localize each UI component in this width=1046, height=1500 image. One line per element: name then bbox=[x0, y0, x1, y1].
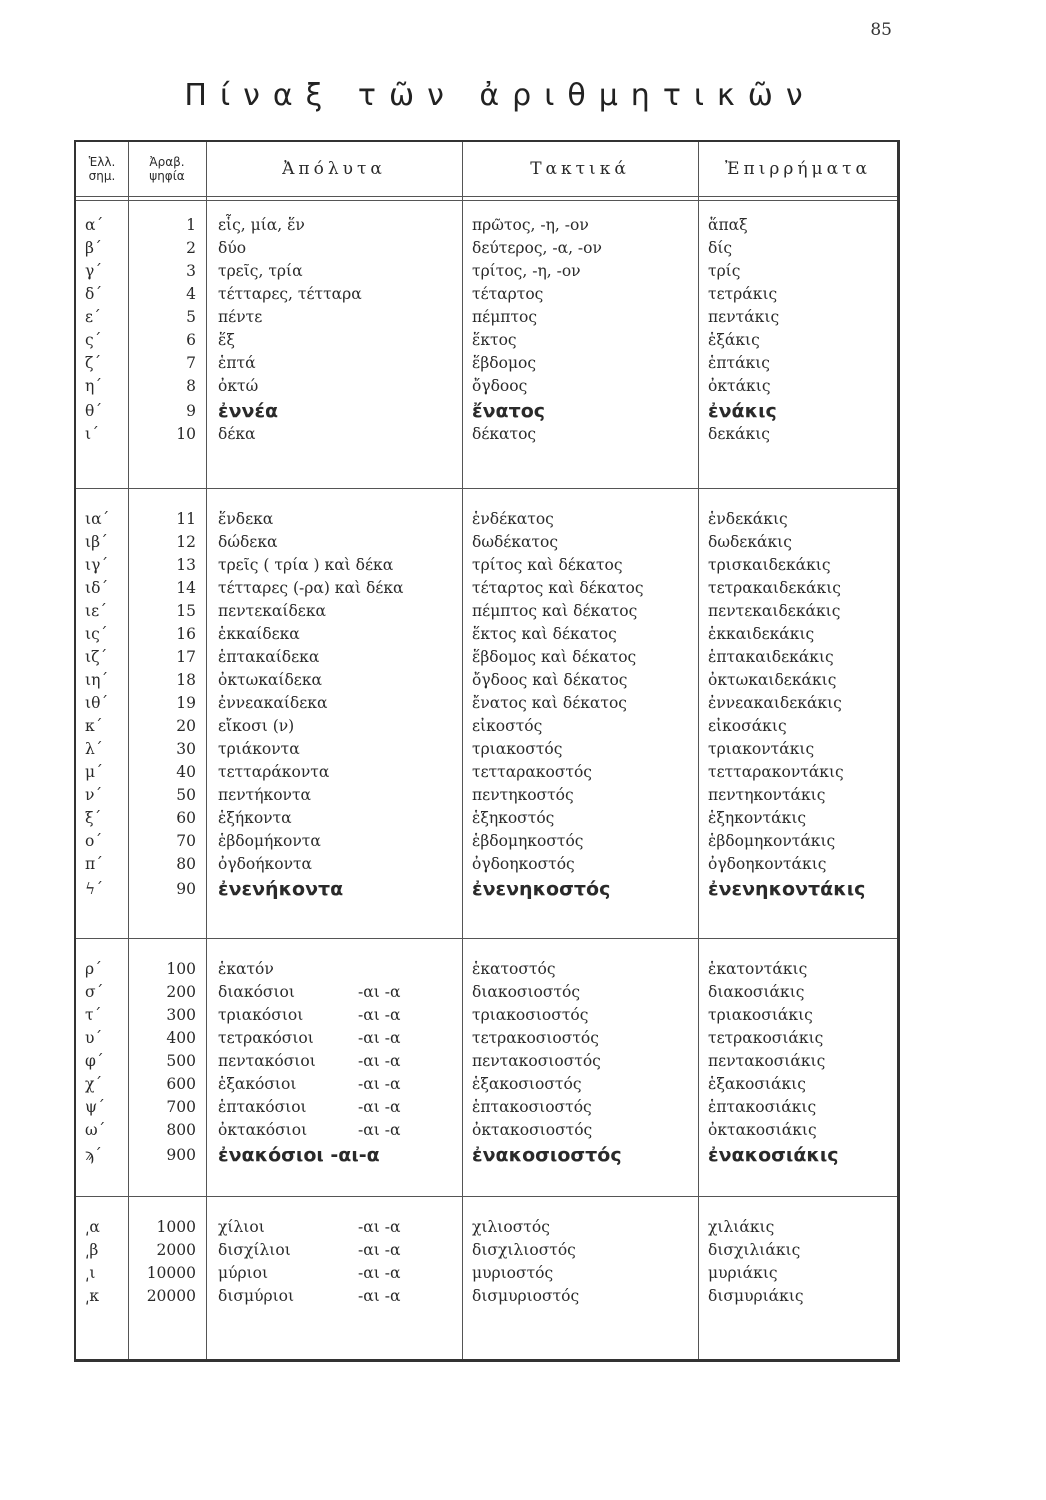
table-row bbox=[76, 1216, 898, 1239]
adverb-cell: ἑξηκοντάκις bbox=[708, 809, 807, 827]
ordinal-cell: μυριοστός bbox=[472, 1264, 554, 1282]
table-row bbox=[76, 423, 898, 446]
ordinal-cell: διακοσιοστός bbox=[472, 983, 581, 1001]
adverb-cell: τρίς bbox=[708, 262, 741, 280]
cardinal-cell: πεντήκοντα bbox=[218, 786, 311, 804]
ordinal-cell: τρίτος καὶ δέκατος bbox=[472, 556, 623, 574]
ordinal-cell: τρίτος, -η, -ον bbox=[472, 262, 581, 280]
adverb-cell: πεντεκαιδεκάκις bbox=[708, 602, 841, 620]
cardinal-suffix-cell: -αι -α bbox=[358, 1029, 401, 1047]
ordinal-cell: ἑκατοστός bbox=[472, 960, 556, 978]
arabic-numeral-cell: 18 bbox=[176, 671, 196, 689]
greek-numeral-cell: σ΄ bbox=[85, 983, 104, 1001]
ordinal-cell: εἰκοστός bbox=[472, 717, 543, 735]
table-row bbox=[76, 876, 898, 902]
arabic-numeral-cell: 800 bbox=[166, 1121, 196, 1139]
greek-numeral-cell: ιγ΄ bbox=[85, 556, 109, 574]
adverb-cell: ὀκτακοσιάκις bbox=[708, 1121, 817, 1139]
adverb-cell: ἑπτακαιδεκάκις bbox=[708, 648, 834, 666]
cardinal-cell: ὀκτώ bbox=[218, 377, 259, 395]
table-row bbox=[76, 398, 898, 424]
table-row bbox=[76, 531, 898, 554]
greek-numeral-cell: ͵ι bbox=[85, 1264, 96, 1282]
greek-numeral-cell: ͵β bbox=[85, 1241, 99, 1259]
ordinal-cell: ἑπτακοσιοστός bbox=[472, 1098, 592, 1116]
table-row bbox=[76, 554, 898, 577]
greek-numeral-cell: α΄ bbox=[85, 216, 104, 234]
adverb-cell: ἐννεακαιδεκάκις bbox=[708, 694, 842, 712]
greek-numeral-cell: λ΄ bbox=[85, 740, 103, 758]
adverb-cell: διακοσιάκις bbox=[708, 983, 805, 1001]
cardinal-cell: τρεῖς ( τρία ) καὶ δέκα bbox=[218, 556, 394, 574]
greek-numeral-cell: ιη΄ bbox=[85, 671, 109, 689]
header-arabic-digits-line1: Ἀραβ. bbox=[149, 155, 185, 169]
arabic-numeral-cell: 200 bbox=[166, 983, 196, 1001]
ordinal-cell: ἕβδομος καὶ δέκατος bbox=[472, 648, 637, 666]
cardinal-cell: ὀκτωκαίδεκα bbox=[218, 671, 322, 689]
table-row bbox=[76, 738, 898, 761]
adverb-cell: πεντακοσιάκις bbox=[708, 1052, 826, 1070]
arabic-numeral-cell: 2000 bbox=[156, 1241, 196, 1259]
adverb-cell: ἐνενηκοντάκις bbox=[708, 878, 866, 900]
cardinal-suffix-cell: -αι -α bbox=[358, 1264, 401, 1282]
arabic-numeral-cell: 100 bbox=[166, 960, 196, 978]
ordinal-cell: πεντηκοστός bbox=[472, 786, 574, 804]
cardinal-suffix-cell: -αι -α bbox=[358, 1006, 401, 1024]
table-row bbox=[76, 646, 898, 669]
table-row bbox=[76, 692, 898, 715]
greek-numeral-cell: ε΄ bbox=[85, 308, 101, 326]
table-row bbox=[76, 375, 898, 398]
arabic-numeral-cell: 6 bbox=[186, 331, 196, 349]
arabic-numeral-cell: 50 bbox=[176, 786, 196, 804]
cardinal-cell: ἑβδομήκοντα bbox=[218, 832, 321, 850]
greek-numeral-cell: ιθ΄ bbox=[85, 694, 109, 712]
arabic-numeral-cell: 4 bbox=[186, 285, 196, 303]
table-row bbox=[76, 1050, 898, 1073]
cardinal-cell: διακόσιοι bbox=[218, 983, 295, 1001]
table-row bbox=[76, 1004, 898, 1027]
ordinal-cell: τέταρτος bbox=[472, 285, 544, 303]
adverb-cell: δισχιλιάκις bbox=[708, 1241, 801, 1259]
header-rule bbox=[76, 200, 897, 201]
arabic-numeral-cell: 11 bbox=[176, 510, 196, 528]
cardinal-cell: εἷς, μία, ἕν bbox=[218, 216, 305, 234]
arabic-numeral-cell: 10 bbox=[176, 425, 196, 443]
table-row bbox=[76, 237, 898, 260]
arabic-numeral-cell: 600 bbox=[166, 1075, 196, 1093]
cardinal-cell: δώδεκα bbox=[218, 533, 278, 551]
table-row bbox=[76, 329, 898, 352]
cardinal-cell: δύο bbox=[218, 239, 247, 257]
cardinal-suffix-cell: -αι -α bbox=[358, 1052, 401, 1070]
ordinal-cell: δεύτερος, -α, -ον bbox=[472, 239, 602, 257]
arabic-numeral-cell: 900 bbox=[166, 1146, 196, 1164]
ordinal-cell: πρῶτος, -η, -ον bbox=[472, 216, 589, 234]
table-row bbox=[76, 830, 898, 853]
table-row bbox=[76, 623, 898, 646]
header-greek-sign-line2: σημ. bbox=[88, 169, 116, 183]
table-row bbox=[76, 352, 898, 375]
table-row bbox=[76, 1239, 898, 1262]
cardinal-suffix-cell: -αι -α bbox=[358, 1075, 401, 1093]
cardinal-cell: ἑπτακαίδεκα bbox=[218, 648, 320, 666]
cardinal-suffix-cell: -αι -α bbox=[358, 983, 401, 1001]
cardinal-cell: πέντε bbox=[218, 308, 263, 326]
greek-numeral-cell: β΄ bbox=[85, 239, 102, 257]
adverb-cell: δίς bbox=[708, 239, 733, 257]
cardinal-suffix-cell: -αι -α bbox=[358, 1218, 401, 1236]
cardinal-cell: ἑκκαίδεκα bbox=[218, 625, 300, 643]
greek-numeral-cell: ζ΄ bbox=[85, 354, 102, 372]
greek-numeral-cell: κ΄ bbox=[85, 717, 103, 735]
header-cardinals: Ἀπόλυτα bbox=[282, 159, 386, 179]
arabic-numeral-cell: 8 bbox=[186, 377, 196, 395]
arabic-numeral-cell: 7 bbox=[186, 354, 196, 372]
cardinal-suffix-cell: -αι -α bbox=[358, 1098, 401, 1116]
greek-numeral-cell: ψ΄ bbox=[85, 1098, 105, 1116]
table-row bbox=[76, 508, 898, 531]
ordinal-cell: πεντακοσιοστός bbox=[472, 1052, 601, 1070]
arabic-numeral-cell: 10000 bbox=[146, 1264, 196, 1282]
arabic-numeral-cell: 20000 bbox=[146, 1287, 196, 1305]
group-rule bbox=[76, 1196, 897, 1197]
greek-numeral-cell: ιβ΄ bbox=[85, 533, 108, 551]
table-row bbox=[76, 600, 898, 623]
cardinal-suffix-cell: -αι -α bbox=[358, 1241, 401, 1259]
ordinal-cell: ἑξακοσιοστός bbox=[472, 1075, 582, 1093]
adverb-cell: ἅπαξ bbox=[708, 216, 748, 234]
page-title: Πίναξ τῶν ἀριθμητικῶν bbox=[184, 78, 816, 113]
cardinal-cell: τετρακόσιοι bbox=[218, 1029, 314, 1047]
arabic-numeral-cell: 13 bbox=[176, 556, 196, 574]
greek-numeral-cell: φ΄ bbox=[85, 1052, 104, 1070]
ordinal-cell: ὀγδοηκοστός bbox=[472, 855, 575, 873]
arabic-numeral-cell: 40 bbox=[176, 763, 196, 781]
cardinal-cell: ἑξήκοντα bbox=[218, 809, 292, 827]
ordinal-cell: ἔνατος καὶ δέκατος bbox=[472, 694, 627, 712]
adverb-cell: ἐνάκις bbox=[708, 400, 777, 422]
ordinal-cell: δωδέκατος bbox=[472, 533, 559, 551]
adverb-cell: ὀγδοηκοντάκις bbox=[708, 855, 827, 873]
adverb-cell: τετταρακοντάκις bbox=[708, 763, 844, 781]
header-greek-sign bbox=[76, 142, 128, 196]
adverb-cell: ἑνδεκάκις bbox=[708, 510, 788, 528]
cardinal-cell: εἴκοσι (ν) bbox=[218, 717, 295, 735]
arabic-numeral-cell: 70 bbox=[176, 832, 196, 850]
table-row bbox=[76, 214, 898, 237]
ordinal-cell: πέμπτος καὶ δέκατος bbox=[472, 602, 638, 620]
table-row bbox=[76, 981, 898, 1004]
greek-numeral-cell: υ΄ bbox=[85, 1029, 103, 1047]
greek-numeral-cell: ς΄ bbox=[85, 331, 102, 349]
adverb-cell: τετρακοσιάκις bbox=[708, 1029, 824, 1047]
adverb-cell: ἑβδομηκοντάκις bbox=[708, 832, 836, 850]
arabic-numeral-cell: 300 bbox=[166, 1006, 196, 1024]
cardinal-cell: πεντακόσιοι bbox=[218, 1052, 316, 1070]
greek-numeral-cell: π΄ bbox=[85, 855, 103, 873]
arabic-numeral-cell: 80 bbox=[176, 855, 196, 873]
ordinal-cell: χιλιοστός bbox=[472, 1218, 550, 1236]
ordinal-cell: ὄγδοος bbox=[472, 377, 528, 395]
cardinal-cell: δισμύριοι bbox=[218, 1287, 295, 1305]
greek-numeral-cell: ω΄ bbox=[85, 1121, 106, 1139]
arabic-numeral-cell: 1 bbox=[186, 216, 196, 234]
arabic-numeral-cell: 15 bbox=[176, 602, 196, 620]
arabic-numeral-cell: 5 bbox=[186, 308, 196, 326]
arabic-numeral-cell: 400 bbox=[166, 1029, 196, 1047]
cardinal-cell: τέτταρες, τέτταρα bbox=[218, 285, 362, 303]
ordinal-cell: ἕβδομος bbox=[472, 354, 537, 372]
greek-numeral-cell: χ΄ bbox=[85, 1075, 103, 1093]
header-arabic-digits bbox=[128, 142, 206, 196]
arabic-numeral-cell: 3 bbox=[186, 262, 196, 280]
ordinal-cell: δέκατος bbox=[472, 425, 537, 443]
adverb-cell: εἰκοσάκις bbox=[708, 717, 787, 735]
arabic-numeral-cell: 9 bbox=[186, 402, 196, 420]
cardinal-cell: τέτταρες (-ρα) καὶ δέκα bbox=[218, 579, 404, 597]
ordinal-cell: πέμπτος bbox=[472, 308, 538, 326]
ordinal-cell: ἐνακοσιοστός bbox=[472, 1144, 622, 1166]
greek-numeral-cell: θ΄ bbox=[85, 402, 103, 420]
cardinal-cell: τριακόσιοι bbox=[218, 1006, 304, 1024]
table-row bbox=[76, 958, 898, 981]
ordinal-cell: τριακοσιοστός bbox=[472, 1006, 589, 1024]
greek-numeral-cell: ιζ΄ bbox=[85, 648, 108, 666]
header-ordinals: Τακτικά bbox=[530, 159, 630, 179]
greek-numeral-cell: ϡ΄ bbox=[85, 1146, 102, 1164]
table-row bbox=[76, 1142, 898, 1168]
ordinal-cell: τετρακοσιοστός bbox=[472, 1029, 599, 1047]
greek-numeral-cell: γ΄ bbox=[85, 262, 103, 280]
ordinal-cell: ἕκτος καὶ δέκατος bbox=[472, 625, 617, 643]
greek-numeral-cell: ια΄ bbox=[85, 510, 110, 528]
cardinal-suffix-cell: -αι -α bbox=[358, 1121, 401, 1139]
arabic-numeral-cell: 1000 bbox=[156, 1218, 196, 1236]
adverb-cell: τριακοσιάκις bbox=[708, 1006, 813, 1024]
ordinal-cell: ἑνδέκατος bbox=[472, 510, 554, 528]
greek-numeral-cell: ο΄ bbox=[85, 832, 103, 850]
header-arabic-digits-line2: ψηφία bbox=[149, 169, 185, 183]
cardinal-cell: τριάκοντα bbox=[218, 740, 300, 758]
table-row bbox=[76, 283, 898, 306]
adverb-cell: δισμυριάκις bbox=[708, 1287, 804, 1305]
greek-numeral-cell: ξ΄ bbox=[85, 809, 102, 827]
table-row bbox=[76, 260, 898, 283]
table-row bbox=[76, 761, 898, 784]
adverb-cell: ἑπτάκις bbox=[708, 354, 770, 372]
ordinal-cell: δισχιλιοστός bbox=[472, 1241, 576, 1259]
table-row bbox=[76, 306, 898, 329]
ordinal-cell: ἑβδομηκοστός bbox=[472, 832, 584, 850]
ordinal-cell: ὀκτακοσιοστός bbox=[472, 1121, 593, 1139]
arabic-numeral-cell: 700 bbox=[166, 1098, 196, 1116]
arabic-numeral-cell: 90 bbox=[176, 880, 196, 898]
greek-numeral-cell: μ΄ bbox=[85, 763, 103, 781]
table-row bbox=[76, 1119, 898, 1142]
cardinal-cell: ἐνενήκοντα bbox=[218, 878, 344, 900]
greek-numeral-cell: ͵κ bbox=[85, 1287, 100, 1305]
table-row bbox=[76, 715, 898, 738]
adverb-cell: ὀκτωκαιδεκάκις bbox=[708, 671, 837, 689]
greek-numeral-cell: ν΄ bbox=[85, 786, 103, 804]
greek-numeral-cell: ιδ΄ bbox=[85, 579, 109, 597]
table-row bbox=[76, 807, 898, 830]
arabic-numeral-cell: 12 bbox=[176, 533, 196, 551]
numerals-table bbox=[74, 140, 900, 1362]
arabic-numeral-cell: 500 bbox=[166, 1052, 196, 1070]
greek-numeral-cell: ις΄ bbox=[85, 625, 108, 643]
adverb-cell: ἑξάκις bbox=[708, 331, 760, 349]
cardinal-cell: ἐνακόσιοι -αι-α bbox=[218, 1144, 380, 1166]
greek-numeral-cell: τ΄ bbox=[85, 1006, 102, 1024]
ordinal-cell: ἕκτος bbox=[472, 331, 517, 349]
adverb-cell: ἐνακοσιάκις bbox=[708, 1144, 839, 1166]
cardinal-cell: τετταράκοντα bbox=[218, 763, 330, 781]
table-row bbox=[76, 1073, 898, 1096]
adverb-cell: πεντηκοντάκις bbox=[708, 786, 826, 804]
ordinal-cell: τέταρτος καὶ δέκατος bbox=[472, 579, 644, 597]
table-row bbox=[76, 1285, 898, 1308]
greek-numeral-cell: ρ΄ bbox=[85, 960, 102, 978]
cardinal-cell: ἕνδεκα bbox=[218, 510, 274, 528]
greek-numeral-cell: η΄ bbox=[85, 377, 103, 395]
cardinal-cell: ἑπτά bbox=[218, 354, 256, 372]
cardinal-cell: τρεῖς, τρία bbox=[218, 262, 303, 280]
adverb-cell: ἑξακοσιάκις bbox=[708, 1075, 806, 1093]
header-greek-sign-line1: Ἑλλ. bbox=[88, 155, 116, 169]
cardinal-cell: πεντεκαίδεκα bbox=[218, 602, 326, 620]
arabic-numeral-cell: 30 bbox=[176, 740, 196, 758]
ordinal-cell: δισμυριοστός bbox=[472, 1287, 580, 1305]
greek-numeral-cell: ι΄ bbox=[85, 425, 99, 443]
ordinal-cell: ἔνατος bbox=[472, 400, 546, 422]
ordinal-cell: ὄγδοος καὶ δέκατος bbox=[472, 671, 628, 689]
table-row bbox=[76, 669, 898, 692]
table-row bbox=[76, 1262, 898, 1285]
greek-numeral-cell: ιε΄ bbox=[85, 602, 107, 620]
ordinal-cell: τριακοστός bbox=[472, 740, 563, 758]
adverb-cell: τρισκαιδεκάκις bbox=[708, 556, 831, 574]
cardinal-suffix-cell: -αι -α bbox=[358, 1287, 401, 1305]
table-row bbox=[76, 784, 898, 807]
table-row bbox=[76, 1027, 898, 1050]
arabic-numeral-cell: 2 bbox=[186, 239, 196, 257]
arabic-numeral-cell: 60 bbox=[176, 809, 196, 827]
cardinal-cell: δισχίλιοι bbox=[218, 1241, 291, 1259]
adverb-cell: ὀκτάκις bbox=[708, 377, 771, 395]
table-row bbox=[76, 577, 898, 600]
table-row bbox=[76, 853, 898, 876]
arabic-numeral-cell: 20 bbox=[176, 717, 196, 735]
adverb-cell: δεκάκις bbox=[708, 425, 770, 443]
group-rule bbox=[76, 488, 897, 489]
arabic-numeral-cell: 14 bbox=[176, 579, 196, 597]
greek-numeral-cell: ͵α bbox=[85, 1218, 100, 1236]
arabic-numeral-cell: 16 bbox=[176, 625, 196, 643]
adverb-cell: ἑκατοντάκις bbox=[708, 960, 808, 978]
adverb-cell: ἑπτακοσιάκις bbox=[708, 1098, 817, 1116]
cardinal-cell: δέκα bbox=[218, 425, 256, 443]
cardinal-cell: ἑπτακόσιοι bbox=[218, 1098, 307, 1116]
table-row bbox=[76, 1096, 898, 1119]
page-number: 85 bbox=[870, 20, 892, 40]
cardinal-cell: ἐννεακαίδεκα bbox=[218, 694, 328, 712]
cardinal-cell: ὀγδοήκοντα bbox=[218, 855, 313, 873]
arabic-numeral-cell: 17 bbox=[176, 648, 196, 666]
adverb-cell: μυριάκις bbox=[708, 1264, 778, 1282]
adverb-cell: πεντάκις bbox=[708, 308, 780, 326]
ordinal-cell: ἐνενηκοστός bbox=[472, 878, 611, 900]
ordinal-cell: τετταρακοστός bbox=[472, 763, 592, 781]
cardinal-cell: ἑκατόν bbox=[218, 960, 274, 978]
adverb-cell: τετρακαιδεκάκις bbox=[708, 579, 841, 597]
adverb-cell: τετράκις bbox=[708, 285, 778, 303]
group-rule bbox=[76, 938, 897, 939]
cardinal-cell: ὀκτακόσιοι bbox=[218, 1121, 308, 1139]
arabic-numeral-cell: 19 bbox=[176, 694, 196, 712]
adverb-cell: χιλιάκις bbox=[708, 1218, 775, 1236]
cardinal-cell: ἕξ bbox=[218, 331, 235, 349]
cardinal-cell: μύριοι bbox=[218, 1264, 269, 1282]
ordinal-cell: ἑξηκοστός bbox=[472, 809, 555, 827]
adverb-cell: ἑκκαιδεκάκις bbox=[708, 625, 815, 643]
cardinal-cell: ἑξακόσιοι bbox=[218, 1075, 297, 1093]
cardinal-cell: ἐννέα bbox=[218, 400, 279, 422]
adverb-cell: τριακοντάκις bbox=[708, 740, 815, 758]
adverb-cell: δωδεκάκις bbox=[708, 533, 792, 551]
greek-numeral-cell: ϟ΄ bbox=[85, 880, 103, 898]
header-adverbs: Ἐπιρρήματα bbox=[725, 159, 871, 179]
header-rule bbox=[76, 196, 897, 197]
cardinal-cell: χίλιοι bbox=[218, 1218, 265, 1236]
greek-numeral-cell: δ΄ bbox=[85, 285, 103, 303]
